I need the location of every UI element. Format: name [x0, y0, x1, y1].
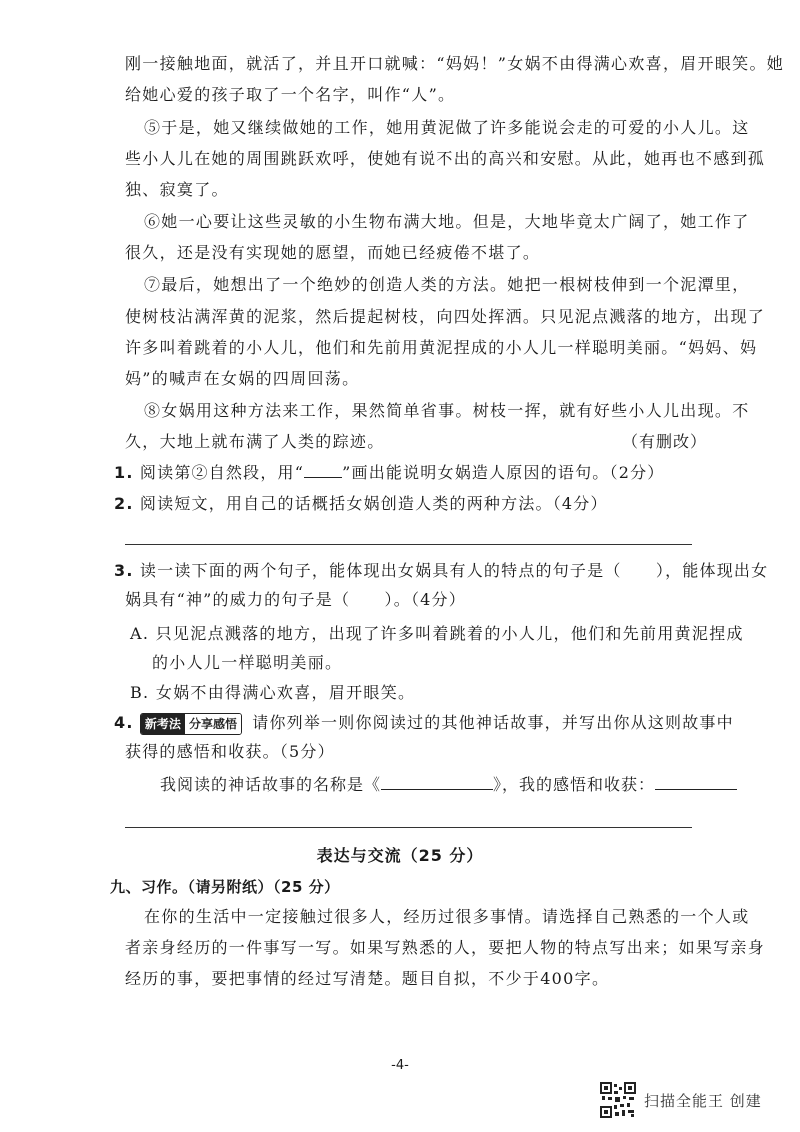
question-1: [114, 461, 664, 485]
source-note: （有删改）: [622, 432, 708, 451]
new-method-tag: [140, 713, 242, 735]
passage-line-4: 些小人儿在她的周围跳跃欢呼，使她有说不出的高兴和安慰。从此，她再也不感到孤: [125, 149, 766, 168]
question-3-number: 3.: [114, 561, 134, 580]
writing-prompt-line-2: 者亲身经历的一件事写一写。如果写熟悉的人，要把人物的特点写出来；如果写亲身: [125, 938, 766, 957]
answer-line-q2[interactable]: [125, 544, 692, 545]
question-4-line-1: [114, 711, 734, 735]
question-3-line-1: [114, 559, 768, 583]
fill-label-b: 》，我的感悟和收获：: [493, 775, 656, 794]
question-1-text-b: ”画出能说明女娲造人原因的语句。（2分）: [342, 463, 665, 482]
passage-line-1: 刚一接触地面，就活了，并且开口就喊：“妈妈！”女娲不由得满心欢喜，眉开眼笑。她: [125, 54, 785, 73]
passage-line-8: ⑦最后，她想出了一个绝妙的创造人类的方法。她把一根树枝伸到一个泥潭里，: [144, 275, 750, 294]
tag-share-insight: 分享感悟: [185, 714, 241, 734]
writing-prompt-line-1: 在你的生活中一定接触过很多人，经历过很多事情。请选择自己熟悉的一个人或: [144, 907, 750, 926]
question-3-line-2: 娲具有“神”的威力的句子是（ ）。（4分）: [125, 590, 466, 609]
question-1-text-a: 阅读第②自然段，用“: [139, 463, 305, 482]
question-1-number: 1.: [114, 463, 134, 482]
passage-line-7: 很久，还是没有实现她的愿望，而她已经疲倦不堪了。: [125, 243, 541, 262]
option-b: B. 女娲不由得满心欢喜，眉开眼笑。: [130, 683, 416, 702]
passage-line-5: 独、寂寞了。: [125, 180, 229, 199]
qr-code-icon: [600, 1082, 636, 1118]
passage-line-13: 久，大地上就布满了人类的踪迹。: [125, 432, 385, 451]
question-4-fill-line: [160, 773, 737, 797]
question-2-number: 2.: [114, 494, 134, 513]
scanner-watermark-text: 扫描全能王 创建: [644, 1091, 762, 1110]
option-a-line-1: A. 只见泥点溅落的地方，出现了许多叫着跳着的小人儿，他们和先前用黄泥捏成: [130, 624, 744, 643]
scanner-watermark: [600, 1082, 762, 1118]
page-number: -4-: [391, 1058, 409, 1073]
option-a-line-2: 的小人儿一样聪明美丽。: [152, 653, 343, 672]
question-2-text: 阅读短文，用自己的话概括女娲创造人类的两种方法。（4分）: [139, 494, 608, 513]
section-heading: 表达与交流（25 分）: [316, 846, 484, 865]
insight-blank[interactable]: [655, 789, 737, 790]
answer-line-q4[interactable]: [125, 827, 692, 828]
question-2: [114, 492, 608, 516]
question-4-number: 4.: [114, 713, 134, 732]
writing-prompt-line-3: 经历的事，要把事情的经过写清楚。题目自拟，不少于400字。: [125, 969, 610, 988]
passage-line-6: ⑥她一心要让这些灵敏的小生物布满大地。但是，大地毕竟太广阔了，她工作了: [144, 212, 750, 231]
fill-label-a: 我阅读的神话故事的名称是《: [160, 775, 382, 794]
passage-line-10: 许多叫着跳着的小人儿，他们和先前用黄泥捏成的小人儿一样聪明美丽。“妈妈、妈: [125, 338, 758, 357]
passage-line-3: ⑤于是，她又继续做她的工作，她用黄泥做了许多能说会走的可爱的小人儿。这: [144, 118, 750, 137]
underline-mark-blank: [304, 477, 342, 478]
passage-line-11: 妈”的喊声在女娲的四周回荡。: [125, 369, 360, 388]
question-4-line-2: 获得的感悟和收获。（5分）: [125, 742, 335, 761]
passage-line-2: 给她心爱的孩子取了一个名字，叫作“人”。: [125, 85, 456, 104]
story-name-blank[interactable]: [381, 789, 493, 790]
passage-line-9: 使树枝沾满浑黄的泥浆，然后提起树枝，向四处挥洒。只见泥点溅落的地方，出现了: [125, 307, 766, 326]
question-9-title: 九、习作。（请另附纸）（25 分）: [110, 878, 340, 896]
passage-line-12: ⑧女娲用这种方法来工作，果然简单省事。树枝一挥，就有好些小人儿出现。不: [144, 401, 750, 420]
question-4-text-1: 请你列举一则你阅读过的其他神话故事，并写出你从这则故事中: [252, 713, 734, 732]
question-3-text-1: 读一读下面的两个句子，能体现出女娲具有人的特点的句子是（ ），能体现出女: [139, 561, 769, 580]
tag-new-method: 新考法: [141, 714, 185, 734]
